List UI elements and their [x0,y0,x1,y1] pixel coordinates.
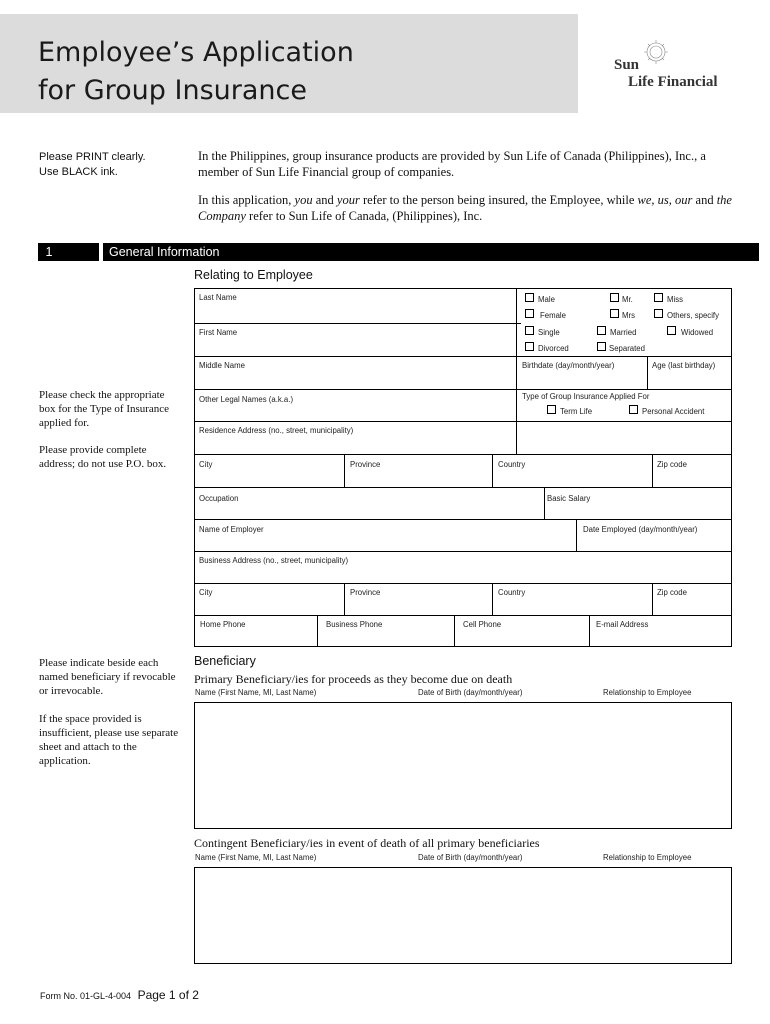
insurance-type-label: Type of Group Insurance Applied For [522,392,650,401]
col-divider [516,389,517,454]
intro-you: you [294,193,313,207]
title-line-2: for Group Insurance [38,75,307,106]
widowed-label: Widowed [681,328,714,337]
row-divider [195,551,732,552]
separated-label: Separated [609,344,645,353]
birthdate-field[interactable]: Birthdate (day/month/year) [522,361,615,370]
col-divider [652,454,653,487]
logo-line-2: Life Financial [628,74,718,90]
other-names-field[interactable]: Other Legal Names (a.k.a.) [199,395,294,404]
intro-text [198,148,743,236]
col-divider [492,583,493,615]
row-divider [195,519,732,520]
first-name-field[interactable]: First Name [199,328,238,337]
male-checkbox[interactable] [525,293,534,302]
age-field[interactable]: Age (last birthday) [652,361,716,370]
primary-col-dob: Date of Birth (day/month/year) [418,688,523,697]
cell-phone-field[interactable]: Cell Phone [463,620,502,629]
print-note-line-2: Use BLACK ink. [39,166,118,178]
personal-accident-label: Personal Accident [642,407,705,416]
male-label: Male [538,295,555,304]
primary-beneficiary-title: Primary Beneficiary/ies for proceeds as they become due on death [194,672,513,686]
col-divider [344,583,345,615]
home-phone-field[interactable]: Home Phone [200,620,246,629]
miss-label: Miss [667,295,684,304]
col-divider [647,356,648,389]
page-number: Page 1 of 2 [137,988,199,1002]
subsection-title: Relating to Employee [194,268,313,282]
mr-label: Mr. [622,295,633,304]
row-divider [195,487,732,488]
col-divider [454,615,455,647]
widowed-checkbox[interactable] [667,326,676,335]
col-divider [544,487,545,519]
last-name-field[interactable]: Last Name [199,293,237,302]
occupation-field[interactable]: Occupation [199,494,239,503]
note-beneficiary: Please indicate beside each named beneficiary if revocable or irrevocable. [39,657,176,697]
contingent-beneficiary-box[interactable] [194,867,732,964]
married-checkbox[interactable] [597,326,606,335]
country-field[interactable]: Country [498,460,526,469]
term-life-checkbox[interactable] [547,405,556,414]
row-divider [195,389,732,390]
business-country-field[interactable]: Country [498,588,526,597]
col-divider [492,454,493,487]
divorced-checkbox[interactable] [525,342,534,351]
single-checkbox[interactable] [525,326,534,335]
single-label: Single [538,328,560,337]
employee-form [194,288,732,647]
business-phone-field[interactable]: Business Phone [326,620,383,629]
col-divider [516,289,517,389]
business-zip-field[interactable]: Zip code [657,588,687,597]
section-divider [99,243,103,261]
intro-company: the Company [198,193,732,223]
section-header [38,243,759,261]
contingent-beneficiary-title: Contingent Beneficiary/ies in event of death of all primary beneficiaries [194,836,540,850]
basic-salary-field[interactable]: Basic Salary [547,494,591,503]
section-number: 1 [45,245,53,259]
row-divider [195,615,732,616]
title-line-1: Employee’s Application [38,37,354,68]
mrs-checkbox[interactable] [610,309,619,318]
note-address: Please provide complete address; do not use P.O. box. [39,444,167,470]
contingent-col-name: Name (First Name, MI, Last Name) [195,853,317,862]
col-divider [589,615,590,647]
section-title: General Information [109,245,220,259]
business-address-field[interactable]: Business Address (no., street, municipality) [199,556,349,565]
logo [614,57,718,91]
logo-line-1: Sun [614,57,640,73]
intro-text-d: and [692,193,717,207]
primary-beneficiary-box[interactable] [194,702,732,829]
contingent-col-dob: Date of Birth (day/month/year) [418,853,523,862]
row-divider [195,421,732,422]
col-divider [344,454,345,487]
primary-col-relationship: Relationship to Employee [603,688,692,697]
others-label: Others, specify [667,311,719,320]
zip-field[interactable]: Zip code [657,460,687,469]
date-employed-field[interactable]: Date Employed (day/month/year) [583,525,698,534]
residence-address-field[interactable]: Residence Address (no., street, municipality) [199,426,354,435]
col-divider [317,615,318,647]
mr-checkbox[interactable] [610,293,619,302]
col-divider [652,583,653,615]
mrs-label: Mrs [622,311,635,320]
middle-name-field[interactable]: Middle Name [199,361,245,370]
intro-text-b: and [312,193,337,207]
miss-checkbox[interactable] [654,293,663,302]
married-label: Married [610,328,637,337]
employer-field[interactable]: Name of Employer [199,525,264,534]
intro-text-c: refer to the person being insured, the Employee, while [359,193,638,207]
contingent-col-relationship: Relationship to Employee [603,853,692,862]
email-field[interactable]: E-mail Address [596,620,649,629]
business-city-field[interactable]: City [199,588,213,597]
province-field[interactable]: Province [350,460,381,469]
beneficiary-heading: Beneficiary [194,654,256,668]
col-divider [576,519,577,551]
divorced-label: Divorced [538,344,569,353]
primary-col-name: Name (First Name, MI, Last Name) [195,688,317,697]
intro-we: we, us, our [637,193,693,207]
form-number: Form No. 01-GL-4-004 [40,991,132,1001]
intro-paragraph-1: In the Philippines, group insurance products are provided by Sun Life of Canada (Philippines), Inc., a member of Sun Life Financial group of companies. [198,149,706,179]
print-note-line-1: Please PRINT clearly. [39,151,146,163]
page-title [38,34,354,110]
personal-accident-checkbox[interactable] [629,405,638,414]
term-life-label: Term Life [560,407,593,416]
others-checkbox[interactable] [654,309,663,318]
city-field[interactable]: City [199,460,213,469]
row-divider [195,356,732,357]
print-note [39,150,146,180]
row-divider [195,323,521,324]
female-checkbox[interactable] [525,309,534,318]
separated-checkbox[interactable] [597,342,606,351]
intro-text-a: In this application, [198,193,295,207]
intro-text-e: refer to Sun Life of Canada, (Philippines), Inc. [245,209,483,223]
intro-paragraph-2 [198,192,743,224]
intro-your: your [336,193,360,207]
note-check-insurance: Please check the appropriate box for the Type of Insurance applied for. [39,389,170,429]
footer [40,988,199,1002]
business-province-field[interactable]: Province [350,588,381,597]
female-label: Female [540,311,566,320]
note-space: If the space provided is insufficient, please use separate sheet and attach to the application. [39,713,179,767]
